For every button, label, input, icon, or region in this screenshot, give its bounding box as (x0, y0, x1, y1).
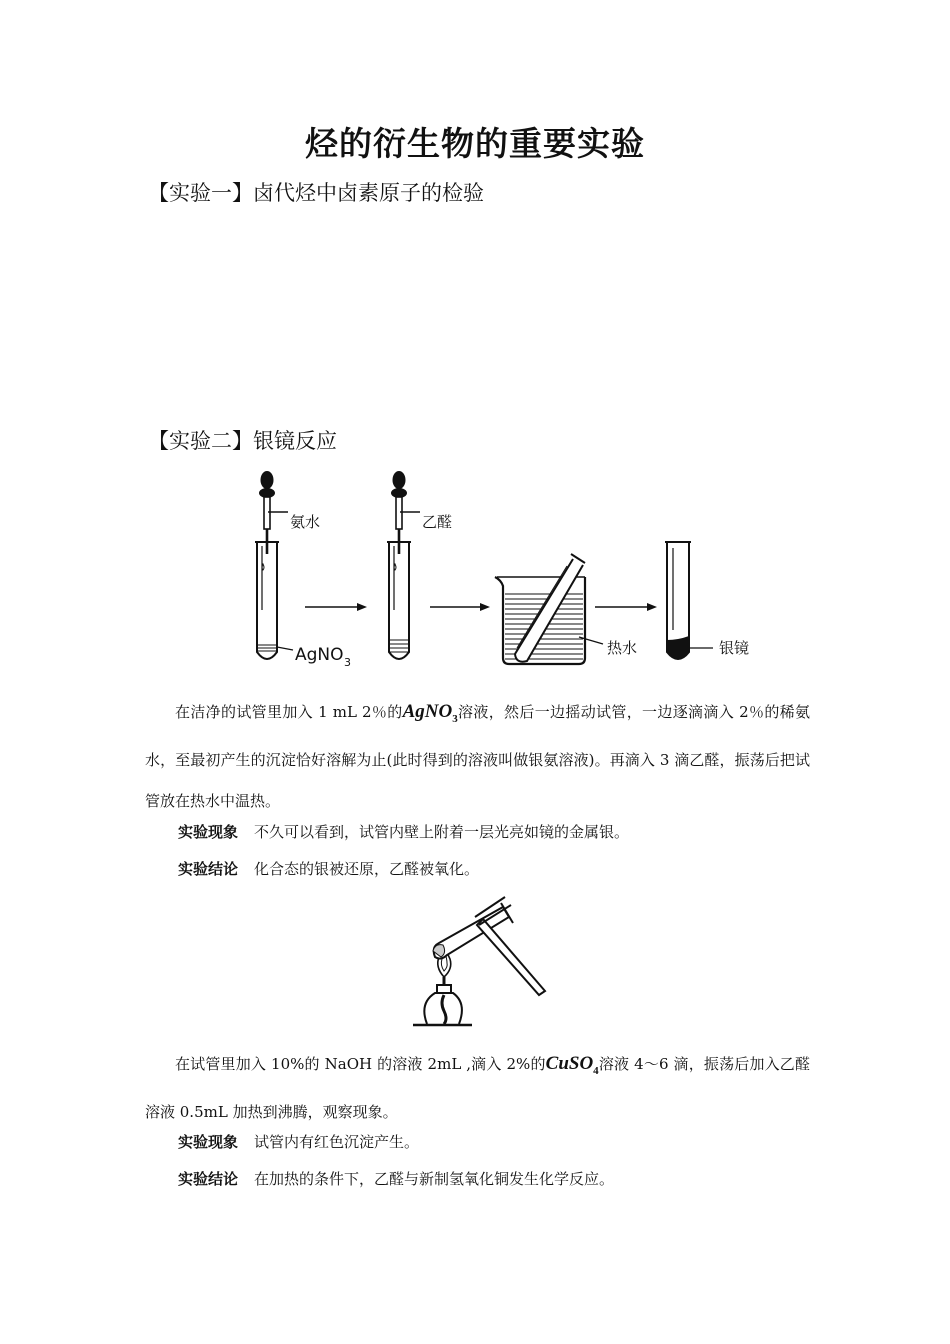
label-ammonia: 氨水 (290, 513, 321, 531)
cuso4-formula: CuSO$_4$ (545, 1053, 599, 1077)
test-tube-2 (387, 471, 420, 659)
experiment-two-procedure: 在洁净的试管里加入 1 mL 2％的AgNO$_3$溶液，然后一边摇动试管，一边逐滴滴入 2％的稀氨水，至最初产生的沉淀恰好溶解为止(此时得到的溶液叫做银氨溶液)。再滴入 3 滴乙醛，振荡后把试管放在热水中温热。 (145, 701, 810, 810)
label-silver-mirror: 银镜 (719, 639, 750, 657)
label-agno3: AgNO (295, 645, 344, 665)
experiment-two-conclusion: 实验结论 化合态的银被还原，乙醛被氧化。 (178, 860, 480, 878)
test-tube-1 (255, 471, 293, 659)
label-hot-water: 热水 (607, 639, 638, 657)
beaker-with-hot-water (495, 554, 603, 664)
heating-apparatus-figure (405, 895, 550, 1033)
label-agno3-subscript: 3 (344, 656, 351, 669)
test-tube-silver-mirror (665, 542, 713, 659)
experiment-two-phenomenon: 实验现象 不久可以看到，试管内壁上附着一层光亮如镜的金属银。 (178, 823, 630, 841)
page-title: 烃的衍生物的重要实验 (305, 124, 645, 163)
experiment-three-phenomenon: 实验现象 试管内有红色沉淀产生。 (178, 1133, 420, 1151)
label-acetaldehyde: 乙醛 (422, 513, 453, 531)
agno3-formula: AgNO$_3$ (402, 701, 458, 725)
experiment-two-heading: 【实验二】银镜反应 (148, 429, 337, 453)
experiment-three-conclusion: 实验结论 在加热的条件下，乙醛与新制氢氧化铜发生化学反应。 (178, 1170, 615, 1188)
experiment-one-heading: 【实验一】卤代烃中卤素原子的检验 (148, 181, 484, 205)
silver-mirror-apparatus-figure (235, 462, 775, 677)
experiment-three-procedure: 在试管里加入 10%的 NaOH 的溶液 2mL ,滴入 2%的CuSO$_4$溶液 4～6 滴，振荡后加入乙醛溶液 0.5mL 加热到沸腾，观察现象。 (145, 1053, 810, 1121)
